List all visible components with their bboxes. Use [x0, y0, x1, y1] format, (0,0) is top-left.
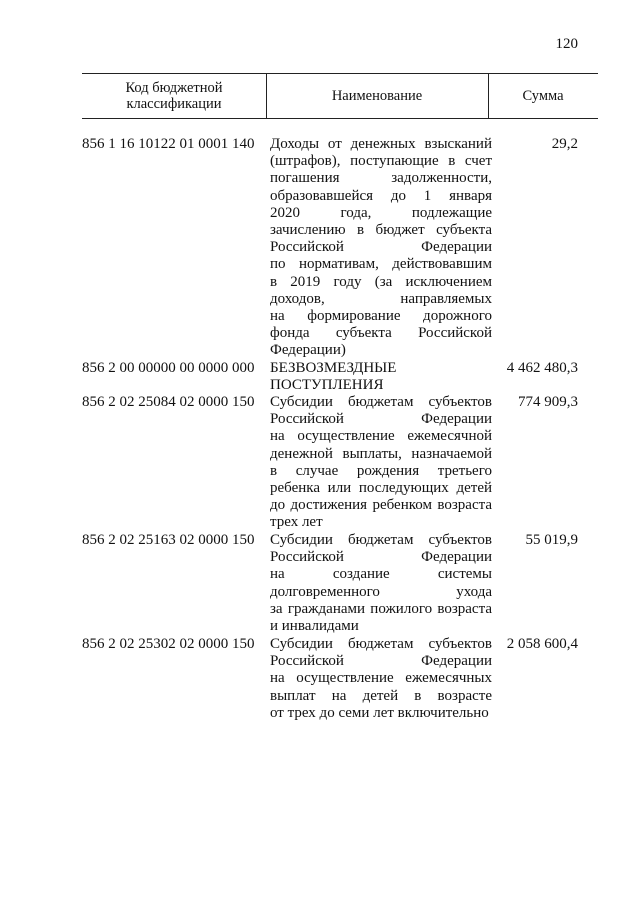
- header-code-label: Код бюджетной классификации: [125, 80, 223, 112]
- row-name-line: Субсидии бюджетам субъектов: [270, 532, 492, 548]
- header-sum-label: Сумма: [522, 88, 564, 104]
- row-name-line: на формирование дорожного: [270, 307, 492, 324]
- row-sum: 29,2: [551, 136, 578, 152]
- header-sum: [488, 74, 598, 118]
- row-name-line: от трех до семи лет включительно: [270, 704, 489, 721]
- row-name-line: Российской Федерации: [270, 549, 492, 566]
- row-sum: 774 909,3: [518, 394, 578, 410]
- row-name-line: Российской Федерации: [270, 653, 492, 670]
- row-name-line: Федерации): [270, 342, 346, 359]
- row-name: [270, 136, 492, 359]
- row-sum: 2 058 600,4: [506, 636, 578, 652]
- header-code: [82, 74, 267, 118]
- page-number: 120: [555, 36, 578, 52]
- row-code: 856 2 02 25302 02 0000 150: [82, 636, 255, 652]
- row-name-line: на создание системы: [270, 566, 492, 583]
- row-name-line: за гражданами пожилого возраста: [270, 600, 492, 617]
- row-code: 856 2 00 00000 00 0000 000: [82, 360, 255, 376]
- row-code: 856 2 02 25084 02 0000 150: [82, 394, 255, 410]
- row-code: 856 1 16 10122 01 0001 140: [82, 136, 255, 152]
- row-name-line: (штрафов), поступающие в счет: [270, 153, 492, 170]
- row-name-line: образовавшейся до 1 января: [270, 187, 492, 204]
- row-name-line: доходов, направляемых: [270, 290, 492, 307]
- row-name-line: фонда субъекта Российской: [270, 325, 492, 342]
- row-name-line: долговременного ухода: [270, 583, 492, 600]
- row-name-line: на осуществление ежемесячных: [270, 670, 492, 687]
- row-name-line: ребенка или последующих детей: [270, 479, 492, 496]
- row-name-line: Субсидии бюджетам субъектов: [270, 394, 492, 410]
- header-name-label: Наименование: [331, 88, 423, 104]
- row-sum: 55 019,9: [525, 532, 578, 548]
- row-sum: 4 462 480,3: [506, 360, 578, 376]
- row-name: [270, 394, 492, 532]
- row-code: 856 2 02 25163 02 0000 150: [82, 532, 255, 548]
- row-name-line: на осуществление ежемесячной: [270, 428, 492, 445]
- row-name-line: Субсидии бюджетам субъектов: [270, 636, 492, 652]
- row-name-line: ПОСТУПЛЕНИЯ: [270, 377, 384, 394]
- row-name: [270, 636, 492, 722]
- row-name: [270, 360, 492, 394]
- row-name-line: денежной выплаты, назначаемой: [270, 445, 492, 462]
- row-name-line: погашения задолженности,: [270, 170, 492, 187]
- row-name-line: Доходы от денежных взысканий: [270, 136, 492, 152]
- row-name: [270, 532, 492, 635]
- row-name-line: в 2019 году (за исключением: [270, 273, 492, 290]
- row-name-line: Российской Федерации: [270, 239, 492, 256]
- row-name-line: выплат на детей в возрасте: [270, 687, 492, 704]
- row-name-line: и инвалидами: [270, 617, 359, 634]
- row-name-line: по нормативам, действовавшим: [270, 256, 492, 273]
- row-name-line: в случае рождения третьего: [270, 462, 492, 479]
- row-name-line: трех лет: [270, 514, 323, 531]
- row-name-line: Российской Федерации: [270, 411, 492, 428]
- row-name-line: зачислению в бюджет субъекта: [270, 221, 492, 238]
- table-header: [82, 73, 598, 119]
- row-name-line: БЕЗВОЗМЕЗДНЫЕ: [270, 360, 397, 376]
- header-name: [266, 74, 489, 118]
- row-name-line: до достижения ребенком возраста: [270, 497, 492, 514]
- row-name-line: 2020 года, подлежащие: [270, 204, 492, 221]
